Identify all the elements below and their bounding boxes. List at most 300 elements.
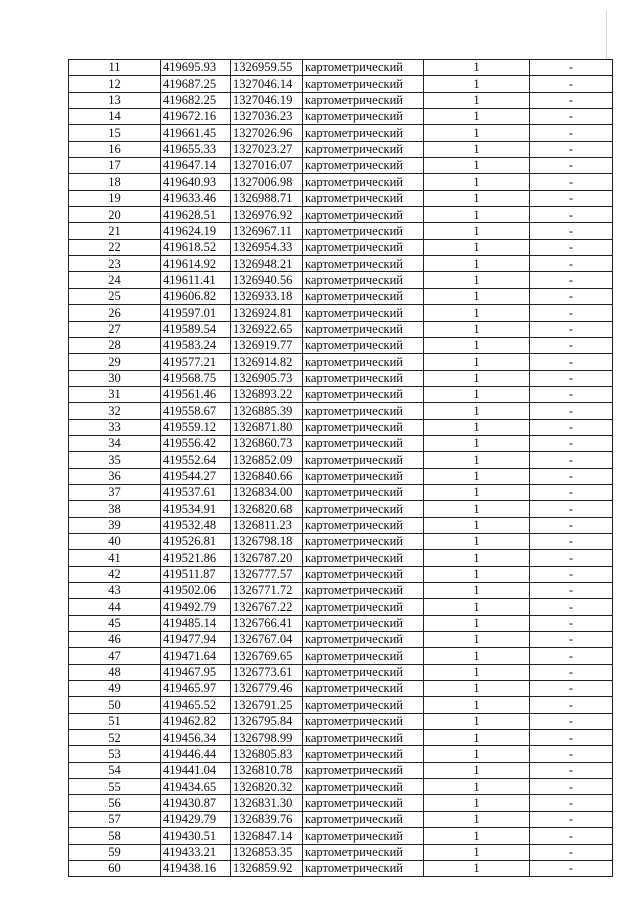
- x-coordinate-cell: 419640.93: [161, 174, 231, 190]
- method-cell: картометрический: [303, 337, 424, 353]
- y-coordinate-cell: 1326933.18: [231, 288, 303, 304]
- point-number-cell: 43: [69, 583, 161, 599]
- accuracy-cell: 1: [424, 92, 530, 108]
- table-row: [69, 239, 613, 255]
- table-row: [69, 583, 613, 599]
- accuracy-cell: 1: [424, 207, 530, 223]
- point-number-cell: 35: [69, 452, 161, 468]
- point-number-cell: 27: [69, 321, 161, 337]
- method-cell: картометрический: [303, 713, 424, 729]
- accuracy-cell: 1: [424, 468, 530, 484]
- y-coordinate-cell: 1326787.20: [231, 550, 303, 566]
- method-cell: картометрический: [303, 501, 424, 517]
- table-row: [69, 403, 613, 419]
- x-coordinate-cell: 419561.46: [161, 386, 231, 402]
- x-coordinate-cell: 419521.86: [161, 550, 231, 566]
- description-cell: -: [530, 533, 613, 549]
- y-coordinate-cell: 1326777.57: [231, 566, 303, 582]
- description-cell: -: [530, 501, 613, 517]
- point-number-cell: 50: [69, 697, 161, 713]
- point-number-cell: 55: [69, 779, 161, 795]
- method-cell: картометрический: [303, 125, 424, 141]
- table-row: [69, 697, 613, 713]
- accuracy-cell: 1: [424, 746, 530, 762]
- description-cell: -: [530, 305, 613, 321]
- y-coordinate-cell: 1326940.56: [231, 272, 303, 288]
- accuracy-cell: 1: [424, 272, 530, 288]
- y-coordinate-cell: 1326805.83: [231, 746, 303, 762]
- point-number-cell: 39: [69, 517, 161, 533]
- description-cell: -: [530, 272, 613, 288]
- point-number-cell: 11: [69, 60, 161, 76]
- y-coordinate-cell: 1326859.92: [231, 860, 303, 876]
- accuracy-cell: 1: [424, 762, 530, 778]
- description-cell: -: [530, 860, 613, 876]
- y-coordinate-cell: 1327046.14: [231, 76, 303, 92]
- method-cell: картометрический: [303, 190, 424, 206]
- point-number-cell: 38: [69, 501, 161, 517]
- method-cell: картометрический: [303, 550, 424, 566]
- x-coordinate-cell: 419556.42: [161, 435, 231, 451]
- description-cell: -: [530, 484, 613, 500]
- method-cell: картометрический: [303, 583, 424, 599]
- description-cell: -: [530, 517, 613, 533]
- description-cell: -: [530, 190, 613, 206]
- accuracy-cell: 1: [424, 370, 530, 386]
- description-cell: -: [530, 60, 613, 76]
- x-coordinate-cell: 419661.45: [161, 125, 231, 141]
- method-cell: картометрический: [303, 92, 424, 108]
- description-cell: -: [530, 615, 613, 631]
- description-cell: -: [530, 92, 613, 108]
- method-cell: картометрический: [303, 664, 424, 680]
- method-cell: картометрический: [303, 844, 424, 860]
- x-coordinate-cell: 419672.16: [161, 109, 231, 125]
- coordinates-table-body: [69, 60, 613, 877]
- accuracy-cell: 1: [424, 174, 530, 190]
- table-row: [69, 860, 613, 876]
- table-row: [69, 681, 613, 697]
- description-cell: -: [530, 648, 613, 664]
- x-coordinate-cell: 419434.65: [161, 779, 231, 795]
- point-number-cell: 20: [69, 207, 161, 223]
- point-number-cell: 28: [69, 337, 161, 353]
- x-coordinate-cell: 419471.64: [161, 648, 231, 664]
- x-coordinate-cell: 419618.52: [161, 239, 231, 255]
- description-cell: -: [530, 550, 613, 566]
- method-cell: картометрический: [303, 305, 424, 321]
- x-coordinate-cell: 419647.14: [161, 158, 231, 174]
- table-row: [69, 141, 613, 157]
- y-coordinate-cell: 1326847.14: [231, 828, 303, 844]
- accuracy-cell: 1: [424, 109, 530, 125]
- method-cell: картометрический: [303, 779, 424, 795]
- table-row: [69, 828, 613, 844]
- point-number-cell: 53: [69, 746, 161, 762]
- point-number-cell: 23: [69, 256, 161, 272]
- point-number-cell: 14: [69, 109, 161, 125]
- accuracy-cell: 1: [424, 158, 530, 174]
- description-cell: -: [530, 158, 613, 174]
- table-row: [69, 223, 613, 239]
- method-cell: картометрический: [303, 109, 424, 125]
- point-number-cell: 29: [69, 354, 161, 370]
- point-number-cell: 45: [69, 615, 161, 631]
- description-cell: -: [530, 713, 613, 729]
- method-cell: картометрический: [303, 403, 424, 419]
- description-cell: -: [530, 403, 613, 419]
- point-number-cell: 15: [69, 125, 161, 141]
- y-coordinate-cell: 1326779.46: [231, 681, 303, 697]
- table-row: [69, 795, 613, 811]
- accuracy-cell: 1: [424, 435, 530, 451]
- method-cell: картометрический: [303, 730, 424, 746]
- point-number-cell: 33: [69, 419, 161, 435]
- method-cell: картометрический: [303, 174, 424, 190]
- method-cell: картометрический: [303, 272, 424, 288]
- y-coordinate-cell: 1327046.19: [231, 92, 303, 108]
- point-number-cell: 22: [69, 239, 161, 255]
- table-row: [69, 730, 613, 746]
- table-row: [69, 762, 613, 778]
- accuracy-cell: 1: [424, 305, 530, 321]
- y-coordinate-cell: 1326798.99: [231, 730, 303, 746]
- accuracy-cell: 1: [424, 452, 530, 468]
- y-coordinate-cell: 1326811.23: [231, 517, 303, 533]
- method-cell: картометрический: [303, 517, 424, 533]
- point-number-cell: 40: [69, 533, 161, 549]
- description-cell: -: [530, 354, 613, 370]
- table-row: [69, 337, 613, 353]
- table-row: [69, 533, 613, 549]
- point-number-cell: 30: [69, 370, 161, 386]
- table-row: [69, 713, 613, 729]
- x-coordinate-cell: 419438.16: [161, 860, 231, 876]
- method-cell: картометрический: [303, 468, 424, 484]
- accuracy-cell: 1: [424, 337, 530, 353]
- accuracy-cell: 1: [424, 386, 530, 402]
- x-coordinate-cell: 419624.19: [161, 223, 231, 239]
- accuracy-cell: 1: [424, 141, 530, 157]
- x-coordinate-cell: 419682.25: [161, 92, 231, 108]
- y-coordinate-cell: 1326773.61: [231, 664, 303, 680]
- description-cell: -: [530, 844, 613, 860]
- table-row: [69, 664, 613, 680]
- x-coordinate-cell: 419687.25: [161, 76, 231, 92]
- table-row: [69, 452, 613, 468]
- method-cell: картометрический: [303, 599, 424, 615]
- x-coordinate-cell: 419544.27: [161, 468, 231, 484]
- table-row: [69, 190, 613, 206]
- y-coordinate-cell: 1326885.39: [231, 403, 303, 419]
- y-coordinate-cell: 1326919.77: [231, 337, 303, 353]
- method-cell: картометрический: [303, 533, 424, 549]
- table-row: [69, 370, 613, 386]
- accuracy-cell: 1: [424, 501, 530, 517]
- x-coordinate-cell: 419558.67: [161, 403, 231, 419]
- point-number-cell: 32: [69, 403, 161, 419]
- table-row: [69, 501, 613, 517]
- y-coordinate-cell: 1326766.41: [231, 615, 303, 631]
- table-row: [69, 550, 613, 566]
- table-row: [69, 779, 613, 795]
- point-number-cell: 59: [69, 844, 161, 860]
- description-cell: -: [530, 452, 613, 468]
- accuracy-cell: 1: [424, 321, 530, 337]
- description-cell: -: [530, 288, 613, 304]
- accuracy-cell: 1: [424, 860, 530, 876]
- x-coordinate-cell: 419462.82: [161, 713, 231, 729]
- description-cell: -: [530, 321, 613, 337]
- point-number-cell: 44: [69, 599, 161, 615]
- description-cell: -: [530, 239, 613, 255]
- description-cell: -: [530, 419, 613, 435]
- point-number-cell: 21: [69, 223, 161, 239]
- method-cell: картометрический: [303, 632, 424, 648]
- accuracy-cell: 1: [424, 484, 530, 500]
- description-cell: -: [530, 207, 613, 223]
- method-cell: картометрический: [303, 288, 424, 304]
- method-cell: картометрический: [303, 681, 424, 697]
- accuracy-cell: 1: [424, 811, 530, 827]
- y-coordinate-cell: 1326769.65: [231, 648, 303, 664]
- accuracy-cell: 1: [424, 583, 530, 599]
- method-cell: картометрический: [303, 239, 424, 255]
- x-coordinate-cell: 419446.44: [161, 746, 231, 762]
- accuracy-cell: 1: [424, 632, 530, 648]
- y-coordinate-cell: 1327026.96: [231, 125, 303, 141]
- x-coordinate-cell: 419430.51: [161, 828, 231, 844]
- table-row: [69, 125, 613, 141]
- description-cell: -: [530, 125, 613, 141]
- accuracy-cell: 1: [424, 566, 530, 582]
- method-cell: картометрический: [303, 746, 424, 762]
- table-row: [69, 354, 613, 370]
- method-cell: картометрический: [303, 697, 424, 713]
- point-number-cell: 49: [69, 681, 161, 697]
- x-coordinate-cell: 419695.93: [161, 60, 231, 76]
- coordinates-table: [68, 59, 613, 877]
- x-coordinate-cell: 419441.04: [161, 762, 231, 778]
- y-coordinate-cell: 1326954.33: [231, 239, 303, 255]
- point-number-cell: 19: [69, 190, 161, 206]
- point-number-cell: 42: [69, 566, 161, 582]
- x-coordinate-cell: 419589.54: [161, 321, 231, 337]
- accuracy-cell: 1: [424, 550, 530, 566]
- table-row: [69, 76, 613, 92]
- y-coordinate-cell: 1326834.00: [231, 484, 303, 500]
- point-number-cell: 13: [69, 92, 161, 108]
- table-row: [69, 435, 613, 451]
- accuracy-cell: 1: [424, 828, 530, 844]
- accuracy-cell: 1: [424, 795, 530, 811]
- point-number-cell: 36: [69, 468, 161, 484]
- accuracy-cell: 1: [424, 517, 530, 533]
- table-row: [69, 468, 613, 484]
- x-coordinate-cell: 419597.01: [161, 305, 231, 321]
- table-row: [69, 811, 613, 827]
- method-cell: картометрический: [303, 141, 424, 157]
- y-coordinate-cell: 1326948.21: [231, 256, 303, 272]
- accuracy-cell: 1: [424, 60, 530, 76]
- description-cell: -: [530, 697, 613, 713]
- accuracy-cell: 1: [424, 256, 530, 272]
- point-number-cell: 57: [69, 811, 161, 827]
- method-cell: картометрический: [303, 566, 424, 582]
- description-cell: -: [530, 795, 613, 811]
- description-cell: -: [530, 811, 613, 827]
- table-row: [69, 746, 613, 762]
- table-row: [69, 158, 613, 174]
- y-coordinate-cell: 1326831.30: [231, 795, 303, 811]
- method-cell: картометрический: [303, 158, 424, 174]
- y-coordinate-cell: 1326820.32: [231, 779, 303, 795]
- accuracy-cell: 1: [424, 239, 530, 255]
- point-number-cell: 24: [69, 272, 161, 288]
- x-coordinate-cell: 419456.34: [161, 730, 231, 746]
- accuracy-cell: 1: [424, 125, 530, 141]
- description-cell: -: [530, 141, 613, 157]
- point-number-cell: 34: [69, 435, 161, 451]
- description-cell: -: [530, 599, 613, 615]
- accuracy-cell: 1: [424, 403, 530, 419]
- point-number-cell: 60: [69, 860, 161, 876]
- method-cell: картометрический: [303, 60, 424, 76]
- description-cell: -: [530, 386, 613, 402]
- x-coordinate-cell: 419534.91: [161, 501, 231, 517]
- x-coordinate-cell: 419502.06: [161, 583, 231, 599]
- y-coordinate-cell: 1326853.35: [231, 844, 303, 860]
- accuracy-cell: 1: [424, 730, 530, 746]
- description-cell: -: [530, 664, 613, 680]
- table-row: [69, 272, 613, 288]
- scan-edge-mark: [606, 10, 607, 60]
- x-coordinate-cell: 419465.52: [161, 697, 231, 713]
- y-coordinate-cell: 1326914.82: [231, 354, 303, 370]
- table-row: [69, 419, 613, 435]
- method-cell: картометрический: [303, 811, 424, 827]
- x-coordinate-cell: 419430.87: [161, 795, 231, 811]
- method-cell: картометрический: [303, 370, 424, 386]
- method-cell: картометрический: [303, 256, 424, 272]
- accuracy-cell: 1: [424, 844, 530, 860]
- y-coordinate-cell: 1326860.73: [231, 435, 303, 451]
- table-row: [69, 648, 613, 664]
- point-number-cell: 51: [69, 713, 161, 729]
- y-coordinate-cell: 1326798.18: [231, 533, 303, 549]
- description-cell: -: [530, 109, 613, 125]
- point-number-cell: 47: [69, 648, 161, 664]
- method-cell: картометрический: [303, 452, 424, 468]
- accuracy-cell: 1: [424, 354, 530, 370]
- accuracy-cell: 1: [424, 223, 530, 239]
- x-coordinate-cell: 419655.33: [161, 141, 231, 157]
- method-cell: картометрический: [303, 648, 424, 664]
- y-coordinate-cell: 1326820.68: [231, 501, 303, 517]
- y-coordinate-cell: 1326905.73: [231, 370, 303, 386]
- point-number-cell: 16: [69, 141, 161, 157]
- description-cell: -: [530, 583, 613, 599]
- accuracy-cell: 1: [424, 288, 530, 304]
- x-coordinate-cell: 419583.24: [161, 337, 231, 353]
- table-row: [69, 844, 613, 860]
- point-number-cell: 46: [69, 632, 161, 648]
- x-coordinate-cell: 419492.79: [161, 599, 231, 615]
- y-coordinate-cell: 1326840.66: [231, 468, 303, 484]
- y-coordinate-cell: 1326959.55: [231, 60, 303, 76]
- accuracy-cell: 1: [424, 648, 530, 664]
- y-coordinate-cell: 1326893.22: [231, 386, 303, 402]
- x-coordinate-cell: 419537.61: [161, 484, 231, 500]
- x-coordinate-cell: 419606.82: [161, 288, 231, 304]
- point-number-cell: 52: [69, 730, 161, 746]
- x-coordinate-cell: 419559.12: [161, 419, 231, 435]
- method-cell: картометрический: [303, 860, 424, 876]
- table-row: [69, 109, 613, 125]
- y-coordinate-cell: 1327016.07: [231, 158, 303, 174]
- description-cell: -: [530, 730, 613, 746]
- point-number-cell: 37: [69, 484, 161, 500]
- method-cell: картометрический: [303, 795, 424, 811]
- x-coordinate-cell: 419467.95: [161, 664, 231, 680]
- accuracy-cell: 1: [424, 697, 530, 713]
- description-cell: -: [530, 681, 613, 697]
- method-cell: картометрический: [303, 828, 424, 844]
- table-row: [69, 321, 613, 337]
- x-coordinate-cell: 419433.21: [161, 844, 231, 860]
- x-coordinate-cell: 419552.64: [161, 452, 231, 468]
- table-row: [69, 92, 613, 108]
- table-row: [69, 174, 613, 190]
- y-coordinate-cell: 1326767.22: [231, 599, 303, 615]
- point-number-cell: 48: [69, 664, 161, 680]
- method-cell: картометрический: [303, 223, 424, 239]
- accuracy-cell: 1: [424, 599, 530, 615]
- x-coordinate-cell: 419465.97: [161, 681, 231, 697]
- x-coordinate-cell: 419628.51: [161, 207, 231, 223]
- y-coordinate-cell: 1326976.92: [231, 207, 303, 223]
- x-coordinate-cell: 419614.92: [161, 256, 231, 272]
- y-coordinate-cell: 1326810.78: [231, 762, 303, 778]
- point-number-cell: 31: [69, 386, 161, 402]
- point-number-cell: 18: [69, 174, 161, 190]
- table-row: [69, 599, 613, 615]
- description-cell: -: [530, 435, 613, 451]
- y-coordinate-cell: 1327006.98: [231, 174, 303, 190]
- x-coordinate-cell: 419485.14: [161, 615, 231, 631]
- table-row: [69, 632, 613, 648]
- point-number-cell: 56: [69, 795, 161, 811]
- accuracy-cell: 1: [424, 681, 530, 697]
- accuracy-cell: 1: [424, 533, 530, 549]
- y-coordinate-cell: 1326852.09: [231, 452, 303, 468]
- y-coordinate-cell: 1326871.80: [231, 419, 303, 435]
- table-row: [69, 305, 613, 321]
- accuracy-cell: 1: [424, 779, 530, 795]
- description-cell: -: [530, 256, 613, 272]
- x-coordinate-cell: 419611.41: [161, 272, 231, 288]
- point-number-cell: 41: [69, 550, 161, 566]
- table-row: [69, 566, 613, 582]
- description-cell: -: [530, 762, 613, 778]
- method-cell: картометрический: [303, 321, 424, 337]
- description-cell: -: [530, 76, 613, 92]
- description-cell: -: [530, 746, 613, 762]
- point-number-cell: 12: [69, 76, 161, 92]
- y-coordinate-cell: 1327036.23: [231, 109, 303, 125]
- x-coordinate-cell: 419511.87: [161, 566, 231, 582]
- description-cell: -: [530, 828, 613, 844]
